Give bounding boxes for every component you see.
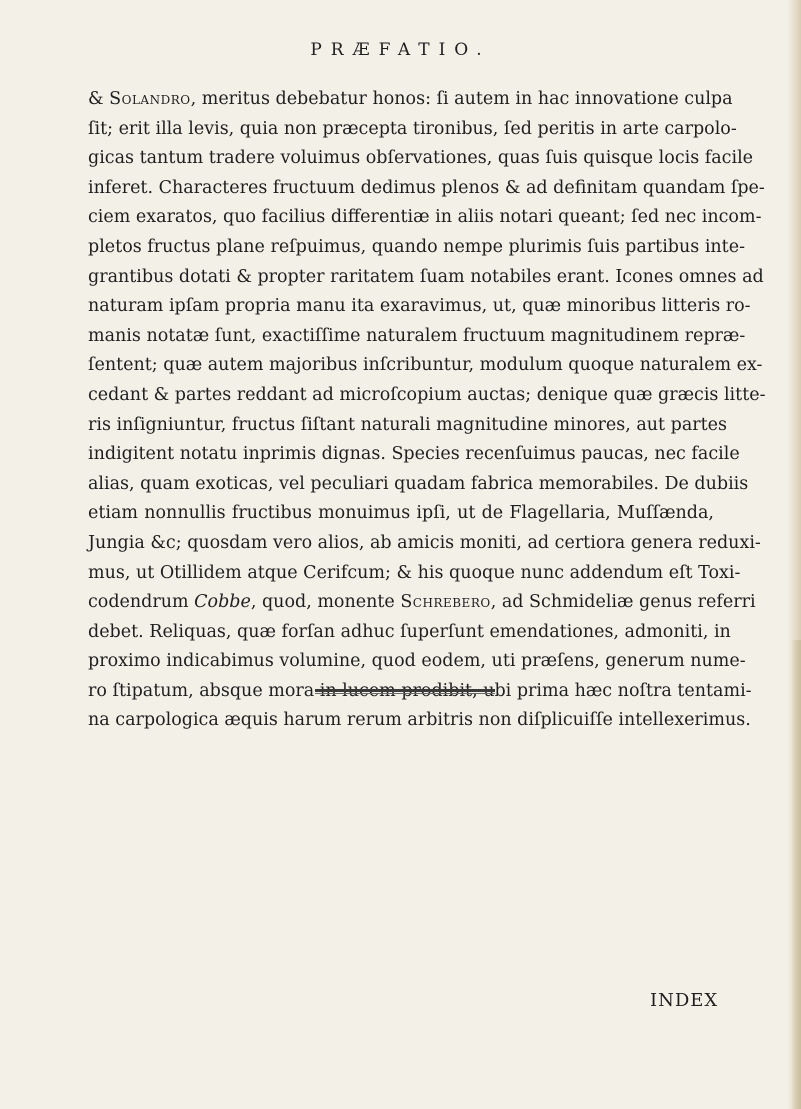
text-line bbox=[88, 706, 751, 736]
text-line bbox=[88, 115, 737, 145]
catchword: INDEX bbox=[650, 990, 719, 1011]
text-run: manis notatæ ſunt, exactiſſime naturalem fructuum magnitudinem repræ- bbox=[88, 325, 746, 346]
text-run: na carpologica æquis harum rerum arbitris non diſplicuiſſe intellexerimus. bbox=[88, 710, 751, 731]
running-head: PRÆFATIO. bbox=[310, 40, 491, 60]
text-run: ciem exaratos, quo facilius differentiæ in aliis notari queant; ſed nec incom- bbox=[88, 207, 762, 228]
text-line bbox=[88, 647, 746, 677]
text-line bbox=[88, 588, 756, 618]
text-line bbox=[88, 233, 745, 263]
text-run: cedant & partes reddant ad microſcopium auctas; denique quæ græcis litte- bbox=[88, 384, 766, 405]
text-line bbox=[88, 351, 763, 381]
text-run: , meritus debebatur honos: ſi autem in hac innovatione culpa bbox=[190, 89, 733, 109]
italic-name: Cobbe bbox=[194, 592, 251, 613]
text-line bbox=[88, 470, 749, 500]
text-run: pletos fructus plane reſpuimus, quando nempe plurimis ſuis partibus inte- bbox=[88, 236, 745, 257]
text-run: ro ſtipatum, absque mora in lucem prodibit, ubi prima hæc noſtra tentami- bbox=[88, 680, 752, 701]
text-run: etiam nonnullis fructibus monuimus ipſi, ut de Flagellaria, Muſſænda, bbox=[88, 503, 714, 524]
text-run: indigitent notatu inprimis dignas. Species recenſuimus paucas, nec facile bbox=[88, 444, 740, 465]
text-run: grantibus dotati & propter raritatem ſuam notabiles erant. Icones omnes ad bbox=[88, 266, 764, 287]
text-line bbox=[88, 322, 746, 352]
text-run: ris inſigniuntur, fructus ſiſtant naturali magnitudine minores, aut partes bbox=[88, 414, 728, 435]
text-run: , ad Schmideliæ genus referri bbox=[490, 592, 756, 613]
ornamental-rule-thin bbox=[315, 693, 495, 694]
text-run: mus, ut Otillidem atque Cerifcum; & his quoque nunc addendum eſt Toxi- bbox=[88, 562, 741, 583]
text-run: Jungia &c; quosdam vero alios, ab amicis moniti, ad certiora genera reduxi- bbox=[88, 532, 761, 553]
small-caps-name: Schrebero bbox=[400, 592, 491, 613]
text-run: ſit; erit illa levis, quia non præcepta tironibus, ſed peritis in arte carpolo- bbox=[88, 118, 737, 139]
text-line bbox=[88, 440, 740, 470]
text-run: naturam ipſam propria manu ita exaravimus, ut, quæ minoribus litteris ro- bbox=[88, 296, 751, 317]
text-line bbox=[88, 559, 741, 589]
text-run: codendrum bbox=[88, 592, 195, 613]
text-run: debet. Reliquas, quæ forſan adhuc ſuperſunt emendationes, admoniti, in bbox=[88, 621, 731, 642]
page-edge-stain bbox=[791, 640, 801, 1109]
text-line bbox=[88, 529, 761, 559]
text-line bbox=[88, 499, 714, 529]
text-line bbox=[88, 381, 766, 411]
text-run: , quod, monente bbox=[250, 592, 401, 613]
text-line bbox=[88, 144, 754, 174]
small-caps-name: Solandro bbox=[109, 89, 191, 109]
text-run: alias, quam exoticas, vel peculiari quadam fabrica memorabiles. De dubiis bbox=[88, 473, 749, 494]
text-line bbox=[88, 411, 728, 441]
text-line bbox=[88, 203, 762, 233]
preface-body-text bbox=[88, 85, 766, 736]
ornamental-rule bbox=[315, 689, 495, 692]
text-line bbox=[88, 85, 733, 115]
text-run: ſentent; quæ autem majoribus inſcribuntur, modulum quoque naturalem ex- bbox=[88, 355, 763, 376]
text-run: proximo indicabimus volumine, quod eodem, uti præſens, generum nume- bbox=[88, 651, 746, 672]
text-line bbox=[88, 618, 731, 648]
text-run: gicas tantum tradere voluimus obſervationes, quas ſuis quisque locis facile bbox=[88, 148, 754, 169]
text-line bbox=[88, 263, 764, 293]
text-run: inferet. Characteres fructuum dedimus plenos & ad definitam quandam ſpe- bbox=[88, 177, 765, 198]
text-run: & bbox=[88, 89, 110, 109]
text-line bbox=[88, 174, 765, 204]
text-line bbox=[88, 292, 751, 322]
